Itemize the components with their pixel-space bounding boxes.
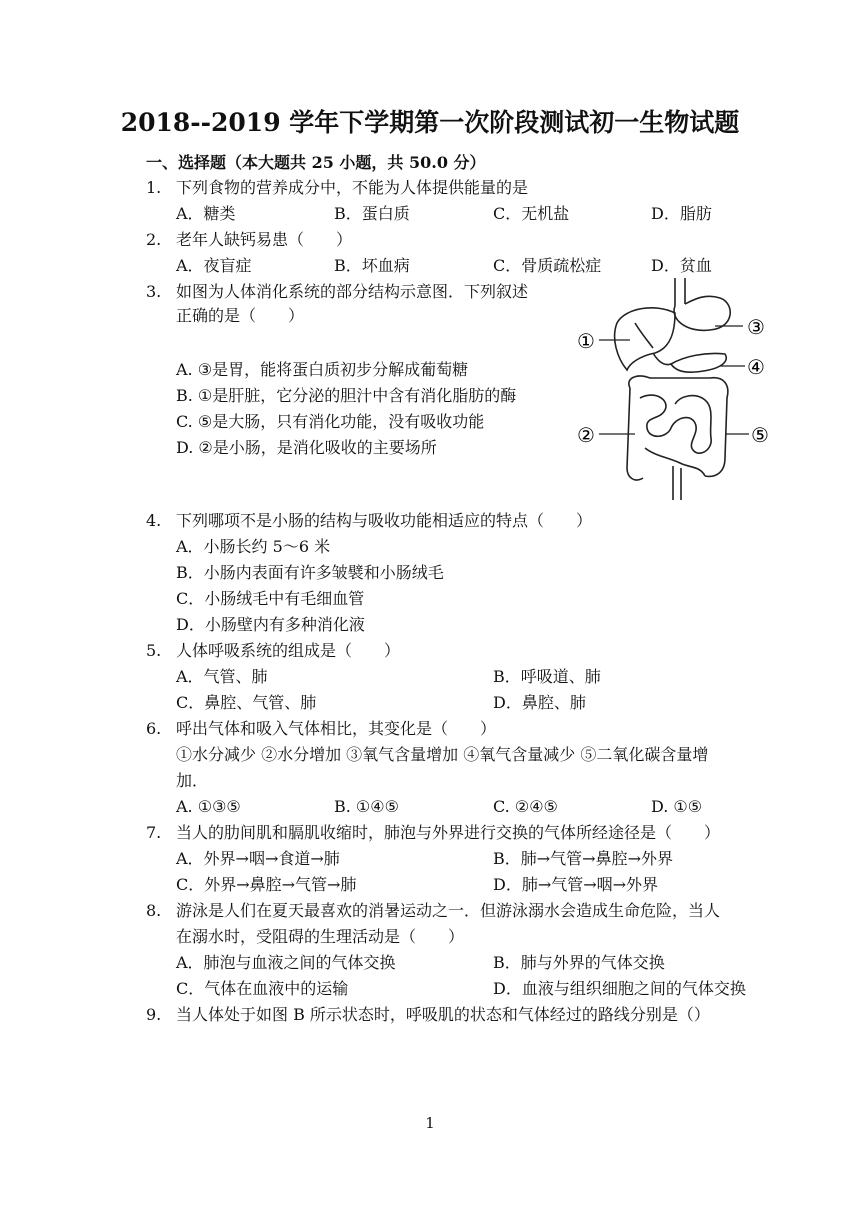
- section-heading: 一、选择题（本大题共 25 小题，共 50.0 分）: [146, 153, 486, 172]
- option-b: B．呼吸道、肺: [493, 667, 601, 686]
- question-number: 7.: [146, 823, 162, 842]
- option-b: B．坏血病: [334, 256, 410, 275]
- question-number: 1.: [146, 178, 162, 197]
- question-number: 3.: [146, 282, 162, 301]
- option-c: C．小肠绒毛中有毛细血管: [176, 589, 365, 608]
- option-d: D. ①⑤: [651, 797, 703, 816]
- option-d: D. ②是小肠，是消化吸收的主要场所: [176, 438, 437, 457]
- option-b: B. ①是肝脏，它分泌的胆汁中含有消化脂肪的酶: [176, 386, 517, 405]
- page-number: 1: [425, 1114, 435, 1132]
- question-stem-cont: 加．: [176, 771, 209, 790]
- question-stem: 人体呼吸系统的组成是（ ）: [176, 641, 401, 660]
- label-5: ⑤: [751, 423, 769, 447]
- option-a: A．小肠长约 5～6 米: [176, 537, 331, 556]
- question-stem-cont: 在溺水时，受阻碍的生理活动是（ ）: [176, 927, 465, 946]
- option-b: B．小肠内表面有许多皱襞和小肠绒毛: [176, 563, 444, 582]
- option-d: D．小肠壁内有多种消化液: [176, 615, 365, 634]
- option-d: D．血液与组织细胞之间的气体交换: [493, 979, 746, 998]
- option-c: C．外界→鼻腔→气管→肺: [176, 875, 357, 894]
- option-a: A．肺泡与血液之间的气体交换: [176, 953, 396, 972]
- option-b: B. ①④⑤: [334, 797, 399, 816]
- question-number: 4.: [146, 511, 162, 530]
- question-number: 8.: [146, 901, 162, 920]
- question-stem: 下列食物的营养成分中，不能为人体提供能量的是: [176, 178, 529, 197]
- option-a: A. ①③⑤: [176, 797, 241, 816]
- question-stem: 如图为人体消化系统的部分结构示意图．下列叙述: [176, 282, 529, 301]
- option-a: A．外界→咽→食道→肺: [176, 849, 340, 868]
- option-a: A．夜盲症: [176, 256, 252, 275]
- option-c: C. ⑤是大肠，只有消化功能，没有吸收功能: [176, 412, 485, 431]
- option-a: A. ③是胃，能将蛋白质初步分解成葡萄糖: [176, 360, 469, 379]
- question-stem: 老年人缺钙易患（ ）: [176, 230, 353, 249]
- option-c: C．气体在血液中的运输: [176, 979, 349, 998]
- option-d: D．肺→气管→咽→外界: [493, 875, 659, 894]
- option-d: D．鼻腔、肺: [493, 693, 586, 712]
- question-stem: 下列哪项不是小肠的结构与吸收功能相适应的特点（ ）: [176, 511, 593, 530]
- page-title: 2018--2019 学年下学期第一次阶段测试初一生物试题: [120, 108, 740, 137]
- option-d: D．贫血: [651, 256, 712, 275]
- question-number: 9.: [146, 1005, 162, 1024]
- option-c: C．骨质疏松症: [493, 256, 602, 275]
- question-stem: 游泳是人们在夏天最喜欢的消暑运动之一．但游泳溺水会造成生命危险，当人: [176, 901, 721, 920]
- option-b: B．肺与外界的气体交换: [493, 953, 665, 972]
- label-2: ②: [577, 423, 595, 447]
- option-b: B．蛋白质: [334, 204, 410, 223]
- option-b: B．肺→气管→鼻腔→外界: [493, 849, 673, 868]
- option-c: C. ②④⑤: [493, 797, 558, 816]
- question-stem: 当人体处于如图 B 所示状态时，呼吸肌的状态和气体经过的路线分别是（）: [176, 1005, 710, 1024]
- label-4: ④: [747, 355, 765, 379]
- option-d: D．脂肪: [651, 204, 712, 223]
- option-a: A．糖类: [176, 204, 236, 223]
- label-3: ③: [747, 315, 765, 339]
- label-1: ①: [577, 329, 595, 353]
- question-stem: 呼出气体和吸入气体相比，其变化是（ ）: [176, 719, 497, 738]
- question-stem-cont: 正确的是（ ）: [176, 306, 305, 325]
- option-a: A．气管、肺: [176, 667, 268, 686]
- question-number: 2.: [146, 230, 162, 249]
- option-c: C．鼻腔、气管、肺: [176, 693, 317, 712]
- question-number: 5.: [146, 641, 162, 660]
- question-stem-cont: ①水分减少 ②水分增加 ③氧气含量增加 ④氧气含量减少 ⑤二氧化碳含量增: [176, 745, 709, 764]
- digestive-system-figure: [575, 278, 780, 503]
- question-stem: 当人的肋间肌和膈肌收缩时，肺泡与外界进行交换的气体所经途径是（ ）: [176, 823, 721, 842]
- question-number: 6.: [146, 719, 162, 738]
- option-c: C．无机盐: [493, 204, 570, 223]
